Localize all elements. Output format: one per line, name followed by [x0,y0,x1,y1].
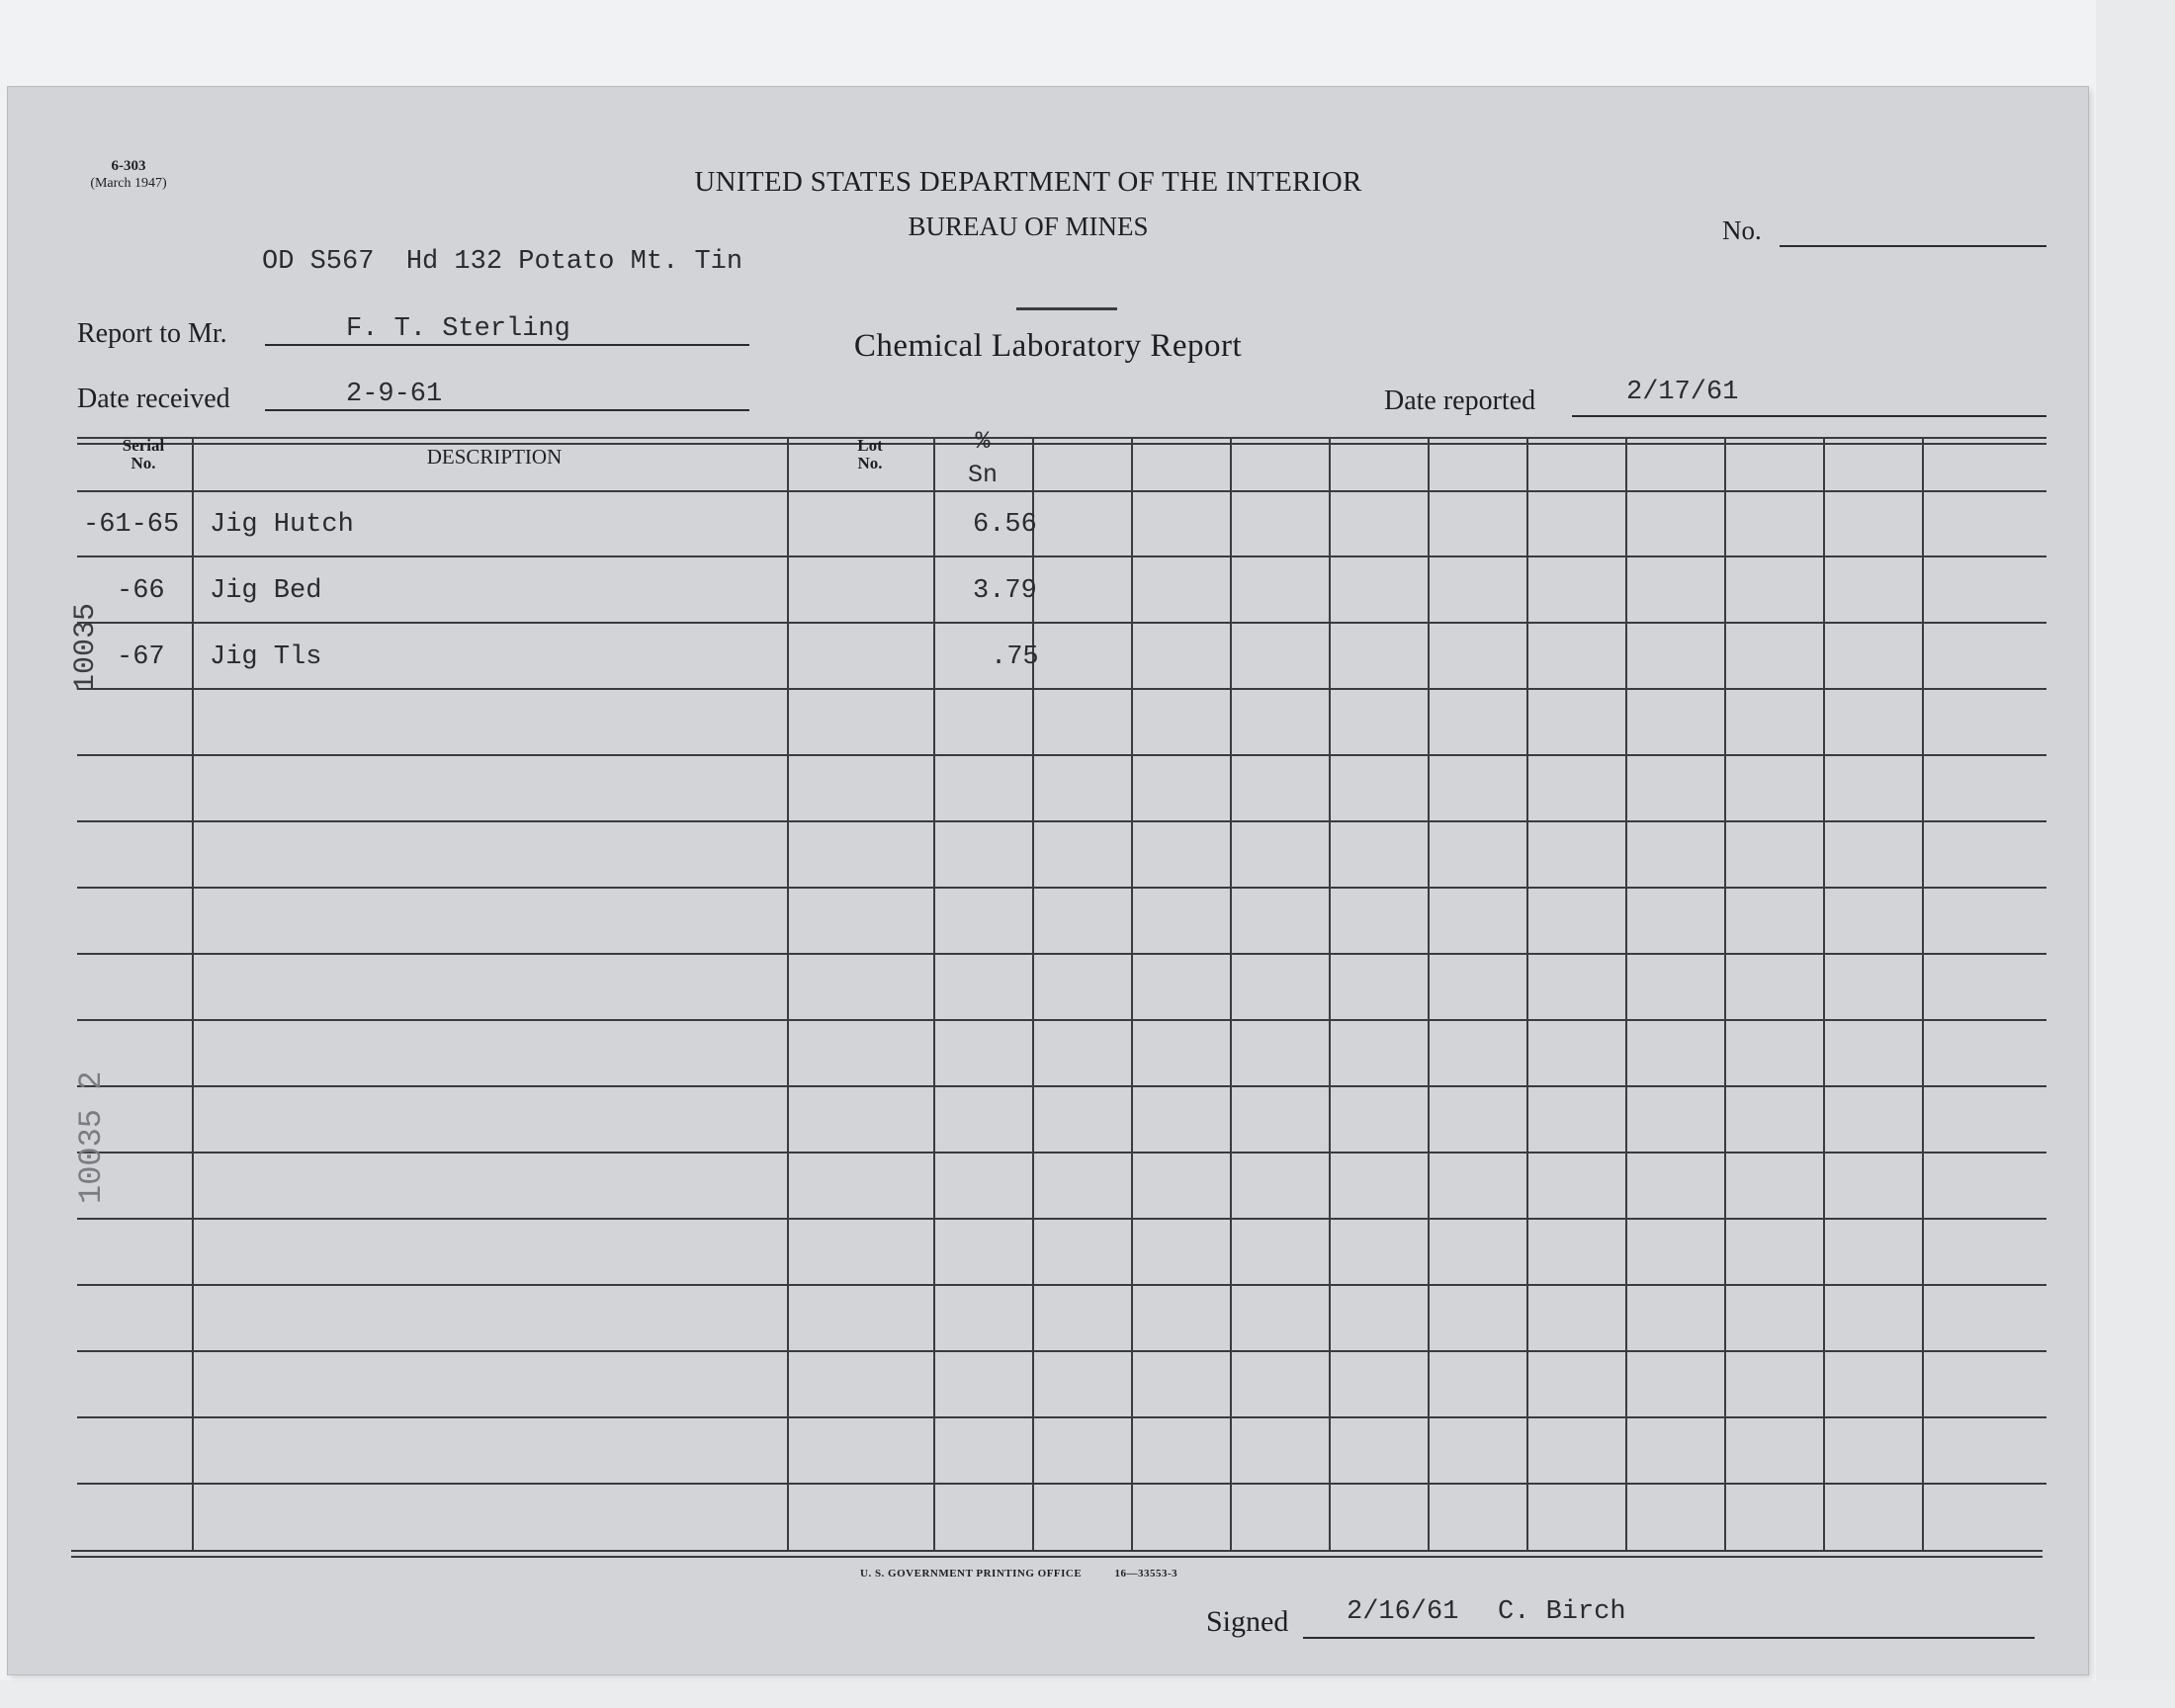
serial-header-line2: No. [130,454,156,472]
signed-label: Signed [1206,1605,1289,1638]
report-to-label: Report to Mr. [77,318,227,349]
grid-column-line [1823,437,1825,1552]
report-title: Chemical Laboratory Report [853,328,1243,364]
grid-column-line [1230,437,1232,1552]
report-to-value: F. T. Sterling [346,314,570,344]
form-number: 6-303 [111,158,146,174]
lot-header [811,437,929,472]
no-label: No. [1722,215,1762,245]
title-divider [1016,307,1117,310]
grid-row-line [77,1416,2046,1418]
grid-row-line [77,953,2046,955]
description-header: DESCRIPTION [426,445,563,469]
sample-reference: OD S567 Hd 132 Potato Mt. Tin [262,247,743,277]
grid-bottom-rule-2 [71,1556,2043,1558]
grid-column-line [192,437,194,1552]
grid-column-line [1329,437,1331,1552]
signed-date: 2/16/61 [1347,1597,1459,1627]
date-reported-label: Date reported [1384,385,1536,416]
grid-row-line [77,1152,2046,1153]
form-edition: (March 1947) [90,176,167,191]
grid-bottom-rule [71,1550,2043,1552]
grid-column-line [933,437,935,1552]
grid-row-line [77,1085,2046,1087]
printer-code: 16—33553-3 [1114,1568,1178,1580]
sn-cell: 3.79 [973,576,1037,606]
grid-row-line [77,555,2046,557]
date-received-value: 2-9-61 [346,380,443,409]
serial-header [99,437,188,472]
grid-row-line [77,622,2046,624]
margin-stamp-bottom: 10035 2 [73,1070,110,1204]
serial-cell: -66 [117,576,165,606]
date-reported-line[interactable] [1572,415,2046,417]
grid-row-line [77,1218,2046,1220]
margin-stamp-top: 10035 [69,602,103,692]
grid-row-line [77,1284,2046,1286]
grid-row-line [77,1350,2046,1352]
result-header-unit: % [975,427,991,456]
lot-header-line2: No. [857,454,883,472]
description-cell: Jig Bed [210,576,322,606]
grid-column-line [1428,437,1430,1552]
signed-name: C. Birch [1498,1597,1626,1627]
serial-cell: -67 [117,642,165,672]
department-heading: UNITED STATES DEPARTMENT OF THE INTERIOR [694,166,1362,198]
grid-row-line [77,820,2046,822]
result-header [943,425,1022,492]
bureau-heading: BUREAU OF MINES [908,212,1149,241]
result-header-element: Sn [967,461,998,489]
grid-row-line [77,1019,2046,1021]
serial-header-line1: Serial [122,436,165,455]
printer-line: U. S. GOVERNMENT PRINTING OFFICE [860,1568,1083,1580]
grid-column-line [1922,437,1924,1552]
report-to-line[interactable] [265,344,749,346]
no-field-line[interactable] [1780,245,2046,247]
grid-row-line [77,490,2046,492]
date-reported-value: 2/17/61 [1626,378,1739,407]
grid-row-line [77,1483,2046,1485]
description-cell: Jig Hutch [210,510,354,540]
scan-margin-bottom [0,1680,2175,1708]
sn-cell: .75 [991,642,1039,672]
form-number-block [74,158,183,192]
grid-row-line [77,754,2046,756]
date-received-label: Date received [77,384,230,414]
grid-column-line [1724,437,1726,1552]
grid-row-line [77,688,2046,690]
date-received-line[interactable] [265,409,749,411]
grid-top-rule [77,437,2046,439]
grid-row-line [77,887,2046,889]
sn-cell: 6.56 [973,510,1037,540]
grid-column-line [1131,437,1133,1552]
scan-margin-right [2096,0,2175,1708]
grid-column-line [1526,437,1528,1552]
printer-footer [860,1568,1177,1580]
signature-line[interactable] [1303,1637,2035,1639]
lot-header-line1: Lot [857,436,883,455]
serial-cell: -61-65 [83,510,180,540]
report-sheet [8,87,2088,1674]
grid-column-line [787,437,789,1552]
grid-column-line [1625,437,1627,1552]
description-cell: Jig Tls [210,642,322,672]
